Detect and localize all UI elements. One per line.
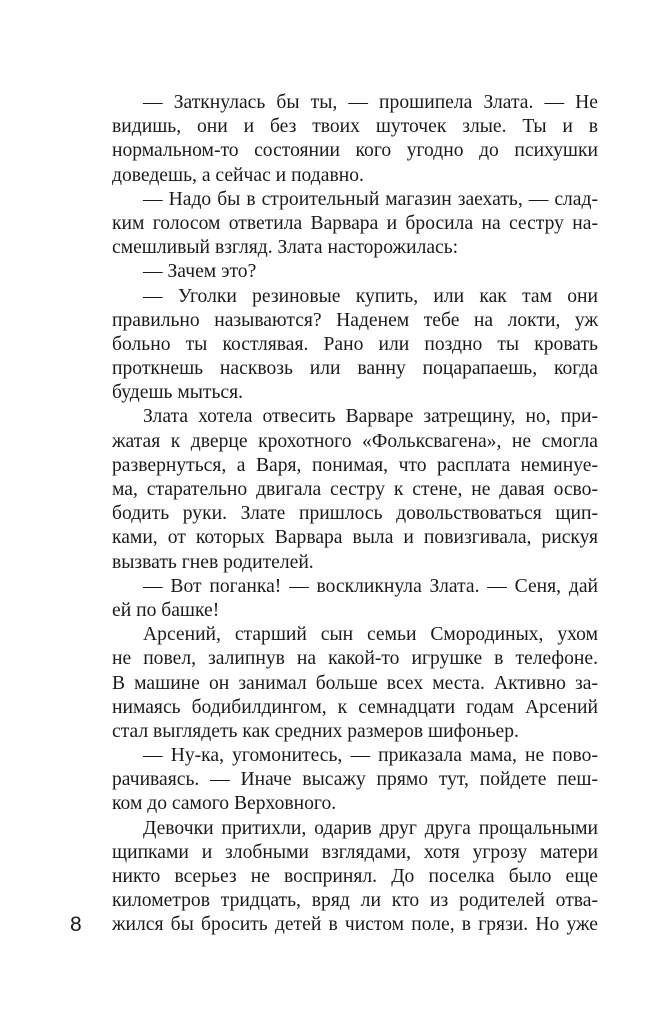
page-body-text xyxy=(112,91,598,938)
text-line: будешь мыться. xyxy=(112,382,244,404)
text-line: ками, от которых Варвара выла и повизгивала, рискуя xyxy=(112,527,598,549)
text-line: нимаясь бодибилдингом, к семнадцати годам Арсений xyxy=(112,696,598,718)
text-line: доведешь, а сейчас и подавно. xyxy=(112,164,364,186)
text-line: Девочки притихли, одарив друг друга прощальными xyxy=(143,817,598,839)
text-line: видишь, они и без твоих шуточек злые. Ты и в xyxy=(112,116,598,138)
text-line: нормальном-то состоянии кого угодно до психушки xyxy=(112,140,598,162)
text-line: километров тридцать, вряд ли кто из родителей отва- xyxy=(112,890,598,912)
text-line: смешливый взгляд. Злата насторожилась: xyxy=(112,237,459,259)
text-line: жатая к дверце крохотного «Фольксвагена», не смогла xyxy=(112,430,598,452)
text-line: жился бы бросить детей в чистом поле, в грязи. Но уже xyxy=(112,914,598,936)
text-line: щипками и злобными взглядами, хотя угрозу матери xyxy=(112,841,598,863)
text-line: Арсений, старший сын семьи Смородиных, ухом xyxy=(143,624,598,646)
text-line: В машине он занимал больше всех места. Активно за- xyxy=(112,672,598,694)
text-line: ком до самого Верховного. xyxy=(112,793,337,815)
text-line: — Надо бы в строительный магазин заехать, — слад- xyxy=(143,188,598,210)
text-line: — Уголки резиновые купить, или как там они xyxy=(143,285,598,307)
page-number: 8 xyxy=(70,913,82,936)
text-line: ким голосом ответила Варвара и бросила на сестру на- xyxy=(112,212,598,234)
text-line: ей по башке! xyxy=(112,599,220,621)
text-line: — Заткнулась бы ты, — прошипела Злата. — Не xyxy=(143,92,598,113)
text-line: развернуться, а Варя, понимая, что расплата неминуе- xyxy=(112,454,598,476)
text-line: бодить руки. Злате пришлось довольствоваться щип- xyxy=(112,503,598,525)
text-line: Злата хотела отвесить Варваре затрещину, но, при- xyxy=(143,406,598,428)
text-line: никто всерьез не воспринял. До поселка было еще xyxy=(112,866,598,887)
text-line: не повел, залипнув на какой-то игрушке в телефоне. xyxy=(112,648,598,670)
text-line: — Вот поганка! — воскликнула Злата. — Сеня, дай xyxy=(143,575,598,597)
text-line: ма, старательно двигала сестру к стене, не давая осво- xyxy=(112,479,598,500)
text-line: проткнешь насквозь или ванну поцарапаешь, когда xyxy=(112,358,598,380)
text-line: правильно называются? Наденем тебе на локти, уж xyxy=(112,309,598,331)
text-line: — Зачем это? xyxy=(143,261,257,283)
text-line: рачиваясь. — Иначе высажу прямо тут, пойдете пеш- xyxy=(112,769,598,791)
text-line: стал выглядеть как средних размеров шифоньер. xyxy=(112,720,519,742)
text-line: больно ты костлявая. Рано или поздно ты кровать xyxy=(112,333,598,355)
text-line: — Ну-ка, угомонитесь, — приказала мама, не пово- xyxy=(143,745,598,767)
text-line: вызвать гнев родителей. xyxy=(112,551,314,573)
